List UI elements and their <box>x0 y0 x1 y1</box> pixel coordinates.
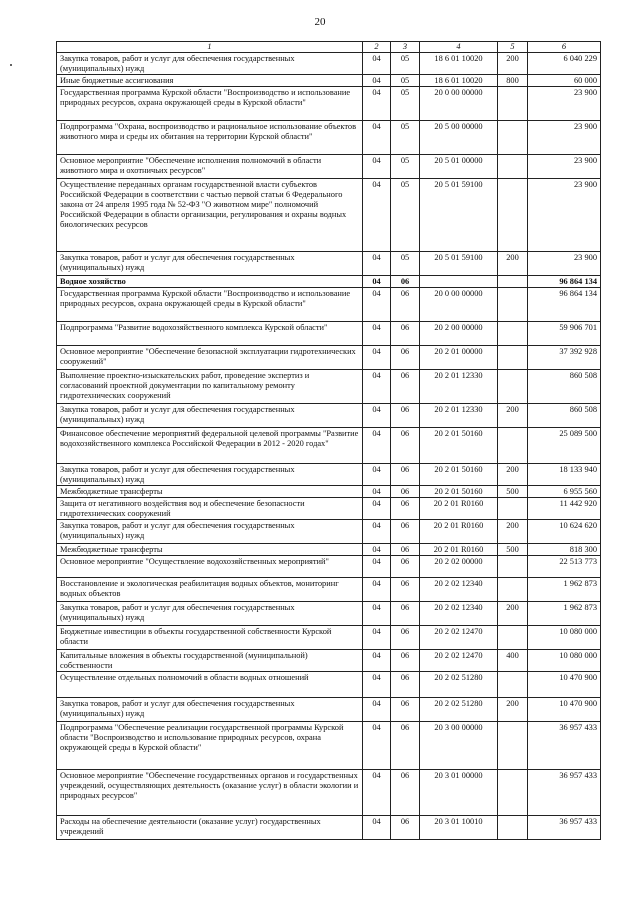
subsection-code-cell: 05 <box>391 75 420 87</box>
target-article-cell: 20 3 01 10010 <box>420 816 498 840</box>
subsection-code-cell: 06 <box>391 464 420 486</box>
table-row <box>57 322 601 346</box>
column-number-name: 1 <box>57 42 363 53</box>
target-article-cell: 20 2 01 R0160 <box>420 544 498 556</box>
item-name-cell: Водное хозяйство <box>57 276 363 288</box>
amount-cell: 23 900 <box>528 155 601 179</box>
section-code-cell: 04 <box>363 626 391 650</box>
amount-cell: 818 300 <box>528 544 601 556</box>
expense-type-cell <box>498 672 528 698</box>
target-article-cell: 20 2 02 12470 <box>420 626 498 650</box>
amount-cell: 18 133 940 <box>528 464 601 486</box>
amount-cell: 10 470 900 <box>528 698 601 722</box>
section-code-cell: 04 <box>363 288 391 322</box>
target-article-cell: 20 5 01 00000 <box>420 155 498 179</box>
target-article-cell: 20 3 01 00000 <box>420 770 498 816</box>
table-row <box>57 698 601 722</box>
section-code-cell: 04 <box>363 770 391 816</box>
expense-type-cell <box>498 155 528 179</box>
amount-cell: 23 900 <box>528 252 601 276</box>
expense-type-cell <box>498 370 528 404</box>
amount-cell: 23 900 <box>528 179 601 252</box>
table-row <box>57 428 601 464</box>
expense-type-cell <box>498 322 528 346</box>
item-name-cell: Закупка товаров, работ и услуг для обеспечения государственных (муниципальных) нужд <box>57 698 363 722</box>
subsection-code-cell: 05 <box>391 121 420 155</box>
expense-type-cell <box>498 87 528 121</box>
section-code-cell: 04 <box>363 816 391 840</box>
amount-cell: 1 962 873 <box>528 578 601 602</box>
target-article-cell: 20 2 02 00000 <box>420 556 498 578</box>
table-row <box>57 816 601 840</box>
table-row <box>57 53 601 75</box>
expense-type-cell <box>498 428 528 464</box>
table-row <box>57 464 601 486</box>
expense-type-cell: 500 <box>498 486 528 498</box>
table-row <box>57 520 601 544</box>
section-code-cell: 04 <box>363 486 391 498</box>
subsection-code-cell: 06 <box>391 602 420 626</box>
amount-cell: 60 000 <box>528 75 601 87</box>
subsection-code-cell: 06 <box>391 650 420 672</box>
item-name-cell: Основное мероприятие "Осуществление водохозяйственных мероприятий" <box>57 556 363 578</box>
subsection-code-cell: 05 <box>391 252 420 276</box>
subsection-code-cell: 06 <box>391 698 420 722</box>
section-code-cell: 04 <box>363 672 391 698</box>
item-name-cell: Расходы на обеспечение деятельности (оказание услуг) государственных учреждений <box>57 816 363 840</box>
expense-type-cell <box>498 578 528 602</box>
subsection-code-cell: 06 <box>391 428 420 464</box>
subsection-code-cell: 06 <box>391 520 420 544</box>
section-code-cell: 04 <box>363 578 391 602</box>
subsection-code-cell: 06 <box>391 672 420 698</box>
section-code-cell: 04 <box>363 650 391 672</box>
expense-type-cell: 200 <box>498 464 528 486</box>
item-name-cell: Подпрограмма "Охрана, воспроизводство и рациональное использование объектов животного мира и среды их обитания на территории Курской области" <box>57 121 363 155</box>
expense-type-cell: 200 <box>498 252 528 276</box>
table-row <box>57 650 601 672</box>
table-row <box>57 602 601 626</box>
table-row <box>57 498 601 520</box>
amount-cell: 23 900 <box>528 121 601 155</box>
section-code-cell: 04 <box>363 602 391 626</box>
target-article-cell: 18 6 01 10020 <box>420 53 498 75</box>
table-row <box>57 87 601 121</box>
amount-cell: 10 470 900 <box>528 672 601 698</box>
table-row <box>57 404 601 428</box>
target-article-cell: 20 2 02 12340 <box>420 602 498 626</box>
amount-cell: 96 864 134 <box>528 288 601 322</box>
subsection-code-cell: 06 <box>391 770 420 816</box>
subsection-code-cell: 06 <box>391 370 420 404</box>
section-code-cell: 04 <box>363 428 391 464</box>
subsection-code-cell: 06 <box>391 578 420 602</box>
target-article-cell: 20 5 01 59100 <box>420 252 498 276</box>
amount-cell: 36 957 433 <box>528 722 601 770</box>
budget-table <box>56 41 601 840</box>
target-article-cell <box>420 276 498 288</box>
target-article-cell: 20 2 02 51280 <box>420 672 498 698</box>
table-row <box>57 121 601 155</box>
item-name-cell: Основное мероприятие "Обеспечение государственных органов и государственных учреждений, осуществляющих деятельность (оказание услуг) в области экологии и природных ресурсов" <box>57 770 363 816</box>
table-row <box>57 486 601 498</box>
subsection-code-cell: 06 <box>391 722 420 770</box>
amount-cell: 6 955 560 <box>528 486 601 498</box>
section-code-cell: 04 <box>363 722 391 770</box>
section-code-cell: 04 <box>363 252 391 276</box>
expense-type-cell <box>498 121 528 155</box>
amount-cell: 860 508 <box>528 404 601 428</box>
column-number-expense-type: 5 <box>498 42 528 53</box>
expense-type-cell <box>498 276 528 288</box>
target-article-cell: 20 0 00 00000 <box>420 87 498 121</box>
table-row <box>57 346 601 370</box>
column-number-target-article: 4 <box>420 42 498 53</box>
item-name-cell: Защита от негативного воздействия вод и обеспечение безопасности гидротехнических сооружений <box>57 498 363 520</box>
item-name-cell: Закупка товаров, работ и услуг для обеспечения государственных (муниципальных) нужд <box>57 404 363 428</box>
item-name-cell: Восстановление и экологическая реабилитация водных объектов, мониторинг водных объектов <box>57 578 363 602</box>
subsection-code-cell: 06 <box>391 816 420 840</box>
expense-type-cell: 400 <box>498 650 528 672</box>
target-article-cell: 20 3 00 00000 <box>420 722 498 770</box>
target-article-cell: 20 2 01 50160 <box>420 428 498 464</box>
target-article-cell: 20 2 01 R0160 <box>420 520 498 544</box>
expense-type-cell <box>498 770 528 816</box>
item-name-cell: Межбюджетные трансферты <box>57 486 363 498</box>
subsection-code-cell: 06 <box>391 346 420 370</box>
subsection-code-cell: 05 <box>391 155 420 179</box>
amount-cell: 59 906 701 <box>528 322 601 346</box>
table-row <box>57 672 601 698</box>
item-name-cell: Закупка товаров, работ и услуг для обеспечения государственных (муниципальных) нужд <box>57 53 363 75</box>
expense-type-cell: 800 <box>498 75 528 87</box>
target-article-cell: 20 2 01 12330 <box>420 404 498 428</box>
amount-cell: 22 513 773 <box>528 556 601 578</box>
expense-type-cell <box>498 722 528 770</box>
expense-type-cell <box>498 179 528 252</box>
subsection-code-cell: 05 <box>391 87 420 121</box>
item-name-cell: Закупка товаров, работ и услуг для обеспечения государственных (муниципальных) нужд <box>57 252 363 276</box>
amount-cell: 36 957 433 <box>528 770 601 816</box>
table-row <box>57 722 601 770</box>
amount-cell: 10 080 000 <box>528 650 601 672</box>
target-article-cell: 20 5 01 59100 <box>420 179 498 252</box>
subsection-code-cell: 06 <box>391 276 420 288</box>
item-name-cell: Закупка товаров, работ и услуг для обеспечения государственных (муниципальных) нужд <box>57 602 363 626</box>
target-article-cell: 20 2 01 50160 <box>420 464 498 486</box>
subsection-code-cell: 06 <box>391 322 420 346</box>
subsection-code-cell: 06 <box>391 544 420 556</box>
expense-type-cell <box>498 288 528 322</box>
table-row <box>57 578 601 602</box>
expense-type-cell <box>498 816 528 840</box>
subsection-code-cell: 05 <box>391 53 420 75</box>
subsection-code-cell: 05 <box>391 179 420 252</box>
column-number-amount: 6 <box>528 42 601 53</box>
amount-cell: 6 040 229 <box>528 53 601 75</box>
item-name-cell: Иные бюджетные ассигнования <box>57 75 363 87</box>
amount-cell: 1 962 873 <box>528 602 601 626</box>
target-article-cell: 20 2 02 12340 <box>420 578 498 602</box>
expense-type-cell <box>498 626 528 650</box>
table-row <box>57 179 601 252</box>
column-number-section: 2 <box>363 42 391 53</box>
expense-type-cell <box>498 346 528 370</box>
section-code-cell: 04 <box>363 276 391 288</box>
table-row <box>57 770 601 816</box>
target-article-cell: 20 2 01 50160 <box>420 486 498 498</box>
item-name-cell: Подпрограмма "Развитие водохозяйственного комплекса Курской области" <box>57 322 363 346</box>
item-name-cell: Финансовое обеспечение мероприятий федеральной целевой программы "Развитие водохозяйственного комплекса Российской Федерации в 2012 - 2020 годах" <box>57 428 363 464</box>
target-article-cell: 20 2 01 00000 <box>420 346 498 370</box>
item-name-cell: Межбюджетные трансферты <box>57 544 363 556</box>
item-name-cell: Государственная программа Курской области "Воспроизводство и использование природных ресурсов, охрана окружающей среды в Курской области" <box>57 87 363 121</box>
amount-cell: 11 442 920 <box>528 498 601 520</box>
amount-cell: 96 864 134 <box>528 276 601 288</box>
section-code-cell: 04 <box>363 556 391 578</box>
expense-type-cell: 200 <box>498 602 528 626</box>
item-name-cell: Основное мероприятие "Обеспечение безопасной эксплуатации гидротехнических сооружений" <box>57 346 363 370</box>
table-row <box>57 276 601 288</box>
table-row <box>57 252 601 276</box>
table-row <box>57 288 601 322</box>
item-name-cell: Осуществление переданных органам государственной власти субъектов Российской Федерации в соответствии с частью первой статьи 6 Федерального закона от 24 апреля 1995 года № 52-ФЗ "О животном мире" полномочий Российской Федерации в области организации, регулирования и охраны водных биологических ресурсов <box>57 179 363 252</box>
item-name-cell: Основное мероприятие "Обеспечение исполнения полномочий в области животного мира и охотничьих ресурсов" <box>57 155 363 179</box>
table-row <box>57 556 601 578</box>
section-code-cell: 04 <box>363 87 391 121</box>
expense-type-cell: 500 <box>498 544 528 556</box>
expense-type-cell: 200 <box>498 520 528 544</box>
section-code-cell: 04 <box>363 520 391 544</box>
target-article-cell: 20 2 01 R0160 <box>420 498 498 520</box>
item-name-cell: Закупка товаров, работ и услуг для обеспечения государственных (муниципальных) нужд <box>57 464 363 486</box>
page-number: 20 <box>314 16 326 28</box>
table-row <box>57 370 601 404</box>
target-article-cell: 20 2 02 51280 <box>420 698 498 722</box>
item-name-cell: Бюджетные инвестиции в объекты государственной собственности Курской области <box>57 626 363 650</box>
section-code-cell: 04 <box>363 464 391 486</box>
table-row <box>57 626 601 650</box>
section-code-cell: 04 <box>363 698 391 722</box>
target-article-cell: 18 6 01 10020 <box>420 75 498 87</box>
amount-cell: 25 089 500 <box>528 428 601 464</box>
target-article-cell: 20 2 02 12470 <box>420 650 498 672</box>
margin-mark <box>10 64 12 66</box>
item-name-cell: Капитальные вложения в объекты государственной (муниципальной) собственности <box>57 650 363 672</box>
section-code-cell: 04 <box>363 370 391 404</box>
amount-cell: 36 957 433 <box>528 816 601 840</box>
table-row <box>57 75 601 87</box>
table-row <box>57 544 601 556</box>
item-name-cell: Подпрограмма "Обеспечение реализации государственной программы Курской области "Воспроизводство и использование природных ресурсов, охрана окружающей среды в Курской области" <box>57 722 363 770</box>
target-article-cell: 20 0 00 00000 <box>420 288 498 322</box>
section-code-cell: 04 <box>363 121 391 155</box>
expense-type-cell <box>498 556 528 578</box>
section-code-cell: 04 <box>363 404 391 428</box>
section-code-cell: 04 <box>363 75 391 87</box>
section-code-cell: 04 <box>363 53 391 75</box>
subsection-code-cell: 06 <box>391 288 420 322</box>
amount-cell: 37 392 928 <box>528 346 601 370</box>
item-name-cell: Выполнение проектно-изыскательских работ, проведение экспертиз и согласований проектной документации по капитальному ремонту гидротехнических сооружений <box>57 370 363 404</box>
item-name-cell: Государственная программа Курской области "Воспроизводство и использование природных ресурсов, охрана окружающей среды в Курской области" <box>57 288 363 322</box>
column-number-row <box>57 42 601 53</box>
target-article-cell: 20 2 00 00000 <box>420 322 498 346</box>
item-name-cell: Осуществление отдельных полномочий в области водных отношений <box>57 672 363 698</box>
subsection-code-cell: 06 <box>391 626 420 650</box>
subsection-code-cell: 06 <box>391 486 420 498</box>
expense-type-cell: 200 <box>498 53 528 75</box>
target-article-cell: 20 2 01 12330 <box>420 370 498 404</box>
amount-cell: 860 508 <box>528 370 601 404</box>
subsection-code-cell: 06 <box>391 404 420 428</box>
column-number-subsection: 3 <box>391 42 420 53</box>
section-code-cell: 04 <box>363 322 391 346</box>
target-article-cell: 20 5 00 00000 <box>420 121 498 155</box>
subsection-code-cell: 06 <box>391 556 420 578</box>
table-row <box>57 155 601 179</box>
amount-cell: 10 080 000 <box>528 626 601 650</box>
section-code-cell: 04 <box>363 179 391 252</box>
amount-cell: 23 900 <box>528 87 601 121</box>
section-code-cell: 04 <box>363 346 391 370</box>
section-code-cell: 04 <box>363 155 391 179</box>
section-code-cell: 04 <box>363 544 391 556</box>
expense-type-cell <box>498 498 528 520</box>
item-name-cell: Закупка товаров, работ и услуг для обеспечения государственных (муниципальных) нужд <box>57 520 363 544</box>
expense-type-cell: 200 <box>498 698 528 722</box>
expense-type-cell: 200 <box>498 404 528 428</box>
subsection-code-cell: 06 <box>391 498 420 520</box>
amount-cell: 10 624 620 <box>528 520 601 544</box>
section-code-cell: 04 <box>363 498 391 520</box>
